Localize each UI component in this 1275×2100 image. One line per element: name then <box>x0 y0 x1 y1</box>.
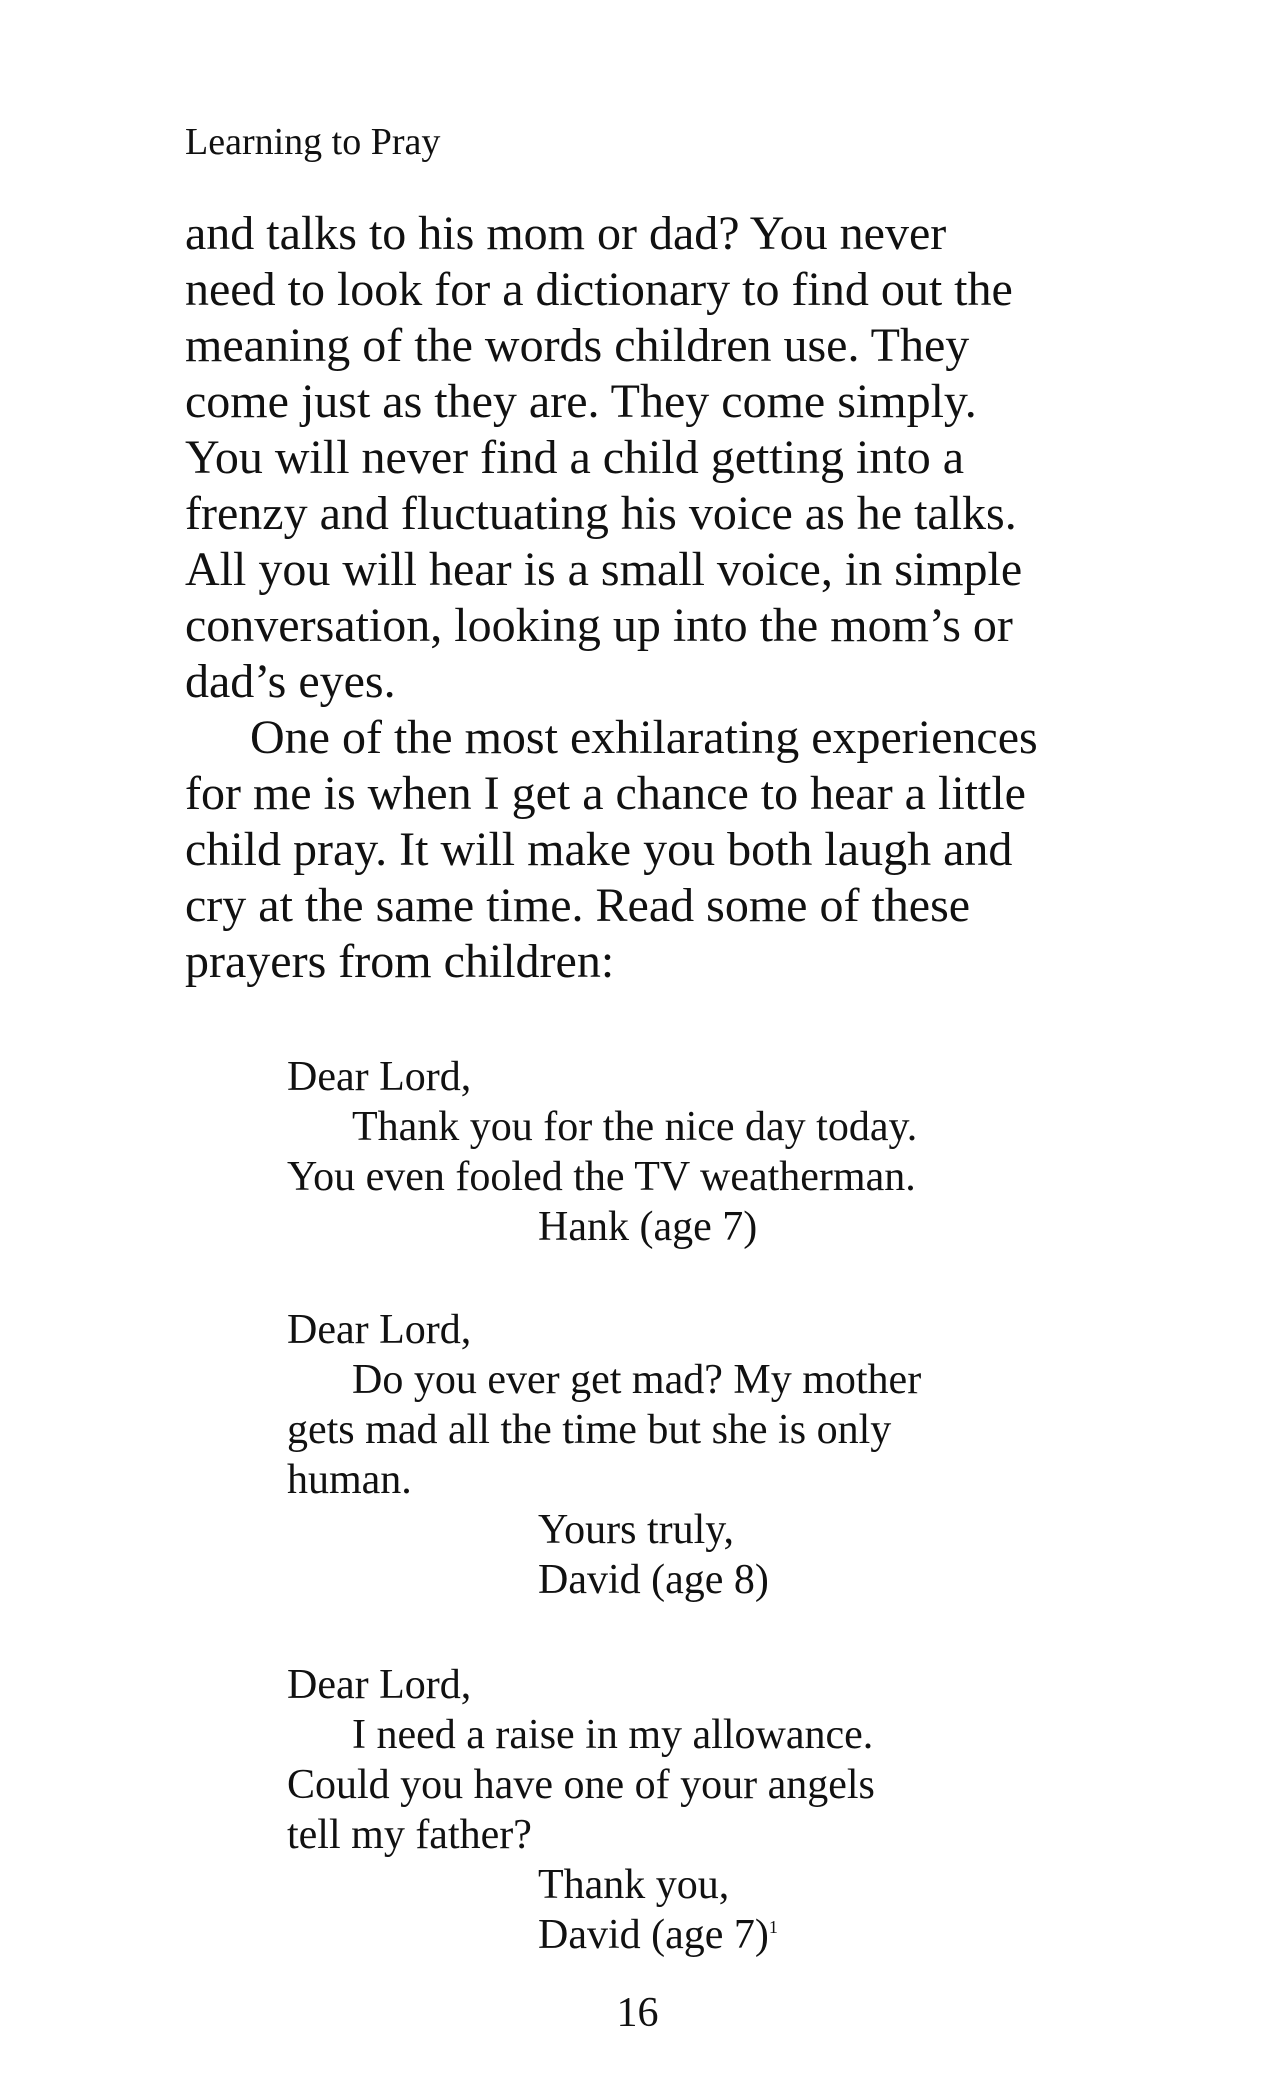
body-line: cry at the same time. Read some of these <box>185 879 971 932</box>
prayer-line: Do you ever get mad? My mother <box>352 1357 922 1403</box>
body-line: and talks to his mom or dad? You never <box>185 207 947 260</box>
prayer-salutation: Dear Lord, <box>287 1307 472 1353</box>
body-line: dad’s eyes. <box>185 655 396 708</box>
prayer-line: human. <box>287 1457 412 1503</box>
prayer-line: tell my father? <box>287 1812 532 1858</box>
prayer-closing: Yours truly, <box>538 1507 735 1553</box>
prayer-closing: Thank you, <box>538 1862 730 1908</box>
prayer-salutation: Dear Lord, <box>287 1054 472 1100</box>
body-line: meaning of the words children use. They <box>185 319 970 372</box>
body-line: prayers from children: <box>185 935 615 988</box>
prayer-line: Could you have one of your angels <box>287 1762 875 1808</box>
body-line: One of the most exhilarating experiences <box>250 711 1038 764</box>
footnote-marker[interactable]: 1 <box>768 1917 778 1937</box>
body-line: All you will hear is a small voice, in simple <box>185 543 1023 596</box>
body-line: You will never find a child getting into a <box>185 431 965 484</box>
prayer-signature-line <box>538 1910 778 1960</box>
prayer-line: gets mad all the time but she is only <box>287 1407 892 1453</box>
prayer-signature: David (age 7) <box>538 1912 769 1958</box>
prayer-line: Thank you for the nice day today. <box>352 1104 918 1150</box>
body-line: come just as they are. They come simply. <box>185 375 977 428</box>
body-line: child pray. It will make you both laugh and <box>185 823 1013 876</box>
body-line: for me is when I get a chance to hear a little <box>185 767 1026 820</box>
prayer-signature: David (age 8) <box>538 1557 769 1603</box>
body-line: frenzy and fluctuating his voice as he talks. <box>185 487 1017 540</box>
prayer-line: I need a raise in my allowance. <box>352 1712 874 1758</box>
prayer-salutation: Dear Lord, <box>287 1662 472 1708</box>
prayer-line: You even fooled the TV weatherman. <box>287 1154 916 1200</box>
body-line: conversation, looking up into the mom’s or <box>185 599 1013 652</box>
running-head: Learning to Pray <box>185 121 441 163</box>
page-number: 16 <box>616 1990 659 2036</box>
body-line: need to look for a dictionary to find out the <box>185 263 1013 316</box>
prayer-signature: Hank (age 7) <box>538 1204 758 1250</box>
